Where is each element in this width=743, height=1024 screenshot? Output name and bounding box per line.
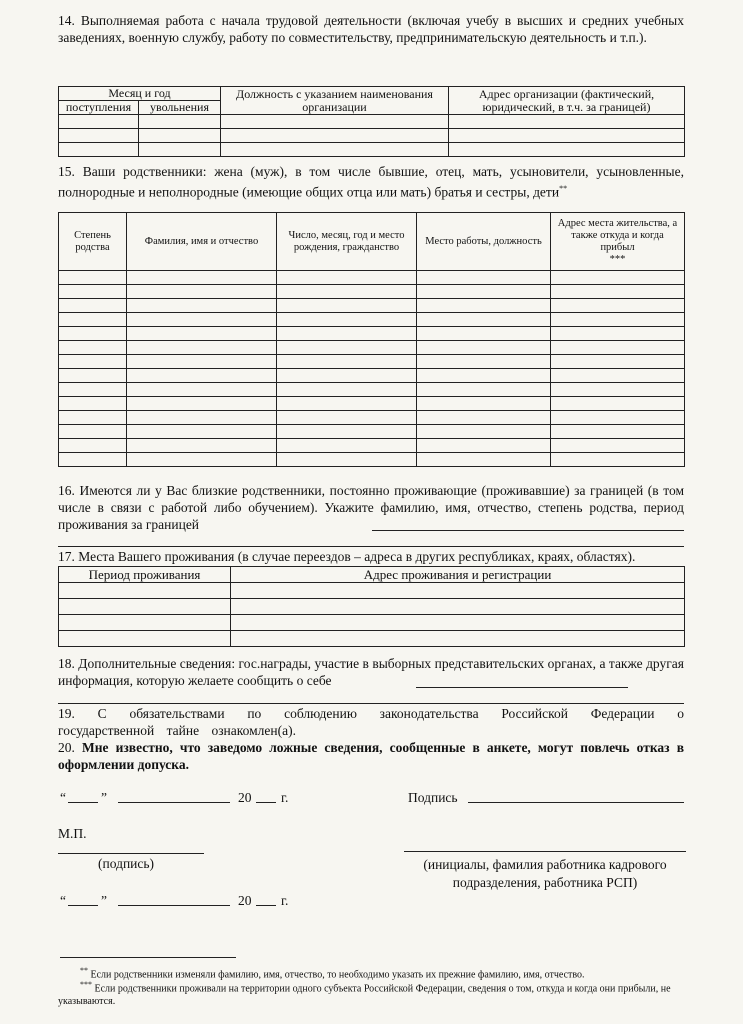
officer-name-field[interactable] [404, 851, 686, 852]
table-row[interactable] [59, 583, 685, 599]
table-row[interactable] [59, 285, 685, 299]
residence-table [58, 566, 685, 647]
header-end: увольнения [139, 101, 221, 115]
footnote-2: ** Если родственники изменяли фамилию, имя, отчество, то необходимо указать их прежние фамилию, имя, отчество. [80, 966, 585, 981]
header-month-year: Месяц и год [59, 87, 221, 101]
table-row[interactable] [59, 599, 685, 615]
section-16-text: 16. Имеются ли у Вас близкие родственники, постоянно проживающие (проживавшие) за границей (в том числе в связи с работой либо обучением). Укажите фамилию, имя, отчество, степень родства, период проживания за границей [58, 483, 684, 532]
header-degree: Степень родства [59, 213, 127, 271]
section-18-answer-line[interactable] [416, 687, 628, 688]
date2-year-field[interactable] [256, 905, 276, 906]
date2-year-suffix: г. [281, 893, 289, 908]
date-year-field[interactable] [256, 802, 276, 803]
date2-day-field[interactable] [68, 905, 98, 906]
header-work: Место работы, должность [417, 213, 551, 271]
section-16-answer-line-2[interactable] [58, 546, 684, 547]
date2-quote-open: “ [60, 893, 66, 908]
header-period: Период проживания [59, 567, 231, 583]
table-row[interactable] [59, 439, 685, 453]
date-day-field[interactable] [68, 802, 98, 803]
section-14-text: 14. Выполняемая работа с начала трудовой деятельности (включая учебу в высших и средних учебных заведениях, военную службу, работу по совместительству, предпринимательскую деятельность и т.п.). [58, 13, 684, 45]
section-15-text: 15. Ваши родственники: жена (муж), в том числе бывшие, отец, мать, усыновители, усыновленные, полнородные и неполнородные (имеющие общих отца или мать) братья и сестры, дети** [58, 164, 684, 200]
relatives-table [58, 212, 685, 467]
date-year-prefix: 20 [238, 790, 252, 805]
table-row[interactable] [59, 143, 685, 157]
table-row[interactable] [59, 411, 685, 425]
table-row[interactable] [59, 313, 685, 327]
signature-label: Подпись [408, 790, 458, 805]
header-residence: Адрес места жительства, а также откуда и когда прибыл *** [551, 213, 685, 271]
section-18-answer-line-2[interactable] [58, 703, 684, 704]
podpis-field[interactable] [58, 853, 204, 854]
footnote-separator [60, 957, 236, 958]
table-row[interactable] [59, 453, 685, 467]
header-position: Должность с указанием наименования организации [221, 87, 449, 115]
section-20-text: 20. Мне известно, что заведомо ложные сведения, сообщенные в анкете, могут повлечь отказ в оформлении допуска. [58, 740, 684, 772]
table-row[interactable] [59, 383, 685, 397]
header-birth: Число, месяц, год и место рождения, гражданство [277, 213, 417, 271]
header-name: Фамилия, имя и отчество [127, 213, 277, 271]
podpis-label: (подпись) [98, 856, 155, 871]
section-17-text: 17. Места Вашего проживания (в случае переездов – адреса в других республиках, краях, областях). [58, 549, 636, 564]
table-row[interactable] [59, 397, 685, 411]
header-residence-address: Адрес проживания и регистрации [231, 567, 685, 583]
table-row[interactable] [59, 425, 685, 439]
work-history-table [58, 86, 685, 157]
date-year-suffix: г. [281, 790, 289, 805]
header-start: поступления [59, 101, 139, 115]
date-quote-close: ” [101, 790, 107, 805]
date2-month-field[interactable] [118, 905, 230, 906]
stamp-place-label: М.П. [58, 826, 87, 841]
table-row[interactable] [59, 355, 685, 369]
header-org-address: Адрес организации (фактический, юридический, в т.ч. за границей) [449, 87, 685, 115]
table-row[interactable] [59, 615, 685, 631]
date2-quote-close: ” [101, 893, 107, 908]
section-16-answer-line[interactable] [372, 530, 684, 531]
table-row[interactable] [59, 129, 685, 143]
table-row[interactable] [59, 327, 685, 341]
table-row[interactable] [59, 341, 685, 355]
table-row[interactable] [59, 631, 685, 647]
signature-field[interactable] [468, 802, 684, 803]
table-row[interactable] [59, 115, 685, 129]
date-month-field[interactable] [118, 802, 230, 803]
section-18-text: 18. Дополнительные сведения: гос.награды, участие в выборных представительских органах, а также другая информация, которую желаете сообщить о себе [58, 656, 684, 688]
footnote-3: *** Если родственники проживали на территории одного субъекта Российской Федерации, сведения о том, откуда и когда они прибыли, не указываются. [58, 980, 671, 1008]
table-row[interactable] [59, 299, 685, 313]
table-row[interactable] [59, 369, 685, 383]
date-quote-open: “ [60, 790, 66, 805]
date2-year-prefix: 20 [238, 893, 252, 908]
section-19-text: 19. С обязательствами по соблюдению законодательства Российской Федерации о государственной тайне ознакомлен(а). [58, 706, 684, 738]
table-row[interactable] [59, 271, 685, 285]
officer-label: (инициалы, фамилия работника кадрового подразделения, работника РСП) [423, 857, 667, 890]
